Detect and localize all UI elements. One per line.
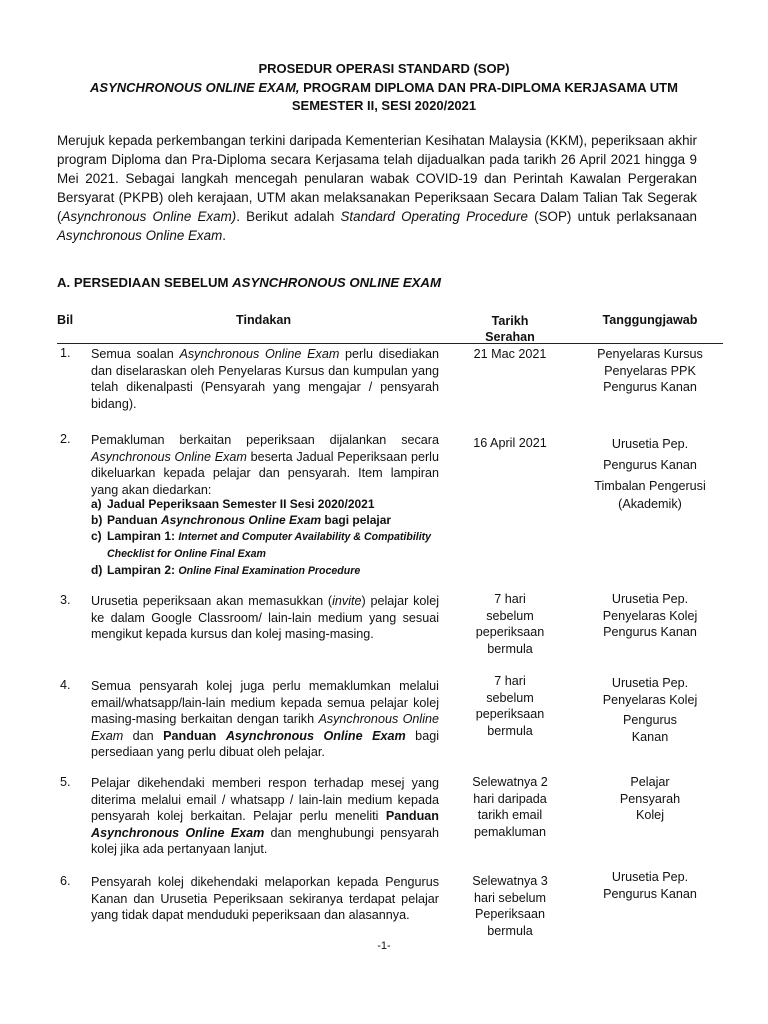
row-4-action: Semua pensyarah kolej juga perlu memaklumkan melalui email/whatsapp/lain-lain medium kepada semua pelajar kolej masing-masing berkaitan dengan tarikh Asynchronous Online Exam dan Panduan Asynchronous Online Exam bagi persediaan yang perlu dibuat oleh pelajar. (91, 679, 439, 760)
list-item: c) Lampiran 1: Internet and Computer Availability & Compatibility Checklist for Online Final Exam (91, 529, 432, 560)
header-tarikh: Tarikh Serahan (485, 314, 535, 344)
row-4-date: 7 hari sebelum peperiksaan bermula (475, 674, 545, 738)
doc-title-line1: PROSEDUR OPERASI STANDARD (SOP) (258, 61, 510, 76)
row-5-number: 5. (60, 775, 71, 789)
row-5-date: Selewatnya 2 hari daripada tarikh email pemakluman (472, 775, 548, 839)
row-2-number: 2. (60, 432, 71, 446)
row-1-responsible: Penyelaras Kursus Penyelaras PPK Pengurus Kanan (597, 347, 703, 395)
row-1-number: 1. (60, 346, 71, 360)
row-6-action: Pensyarah kolej dikehendaki melaporkan kepada Pengurus Kanan dan Urusetia Peperiksaan sekiranya terdapat pelajar yang tidak dapat menduduki peperiksaan dan alasannya. (91, 875, 439, 923)
section-heading: A. PERSEDIAAN SEBELUM ASYNCHRONOUS ONLINE EXAM (57, 275, 441, 290)
row-3-date: 7 hari sebelum peperiksaan bermula (475, 592, 545, 656)
header-tindakan: Tindakan (236, 313, 292, 327)
header-tanggungjawab: Tanggungjawab (602, 313, 698, 327)
row-5-action: Pelajar dikehendaki memberi respon terhadap mesej yang diterima melalui email / whatsapp / lain-lain medium kepada pensyarah kolej berkaitan. Pelajar perlu meneliti Panduan Asynchronous Online Exam dan menghubungi pensyarah kolej jika ada pertanyaan lanjut. (91, 776, 439, 857)
header-bil: Bil (57, 313, 74, 327)
row-2-responsible: Urusetia Pep. Pengurus Kanan Timbalan Pengerusi (Akademik) (594, 437, 706, 511)
row-2-attachment-list (91, 496, 441, 579)
row-5-responsible: Pelajar Pensyarah Kolej (619, 775, 681, 823)
list-item: d) Lampiran 2: Online Final Examination Procedure (91, 563, 361, 577)
row-6-date: Selewatnya 3 hari sebelum Peperiksaan bermula (472, 874, 548, 938)
row-2-date: 16 April 2021 (473, 436, 547, 450)
list-item: b) Panduan Asynchronous Online Exam bagi pelajar (91, 513, 392, 527)
list-item: a) Jadual Peperiksaan Semester II Sesi 2020/2021 (91, 497, 375, 511)
table-header-rule (57, 343, 723, 344)
page-number: -1- (377, 940, 391, 952)
row-4-number: 4. (60, 678, 71, 692)
row-4-responsible: Urusetia Pep. Penyelaras Kolej Pengurus Kanan (602, 676, 698, 744)
row-6-number: 6. (60, 874, 71, 888)
row-3-responsible: Urusetia Pep. Penyelaras Kolej Pengurus Kanan (602, 592, 698, 640)
row-6-responsible: Urusetia Pep. Pengurus Kanan (603, 870, 697, 901)
doc-title-line2: ASYNCHRONOUS ONLINE EXAM, PROGRAM DIPLOMA DAN PRA-DIPLOMA KERJASAMA UTM (90, 80, 678, 95)
row-3-number: 3. (60, 593, 71, 607)
row-1-action: Semua soalan Asynchronous Online Exam perlu disediakan dan diselaraskan oleh Penyelaras Kursus dan kumpulan yang telah dikenalpasti (Pensyarah yang mengajar / pensyarah bidang). (91, 347, 439, 411)
row-2-action: Pemakluman berkaitan peperiksaan dijalankan secara Asynchronous Online Exam beserta Jadual Peperiksaan perlu dikeluarkan kepada pelajar dan pensyarah. Item lampiran yang akan diedarkan: (91, 433, 439, 497)
intro-paragraph: Merujuk kepada perkembangan terkini daripada Kementerian Kesihatan Malaysia (KKM), peperiksaan akhir program Diploma dan Pra-Diploma secara Kerjasama telah dijadualkan pada tarikh 26 April 2021 hingga 9 Mei 2021. Sebagai langkah mencegah penularan wabak COVID-19 dan Perintah Kawalan Pergerakan Bersyarat (PKPB) oleh kerajaan, UTM akan melaksanakan Peperiksaan Secara Dalam Talian Tak Segerak (Asynchronous Online Exam). Berikut adalah Standard Operating Procedure (SOP) untuk perlaksanaan Asynchronous Online Exam. (57, 133, 697, 243)
doc-title-line3: SEMESTER II, SESI 2020/2021 (291, 98, 477, 113)
row-3-action: Urusetia peperiksaan akan memasukkan (invite) pelajar kolej ke dalam Google Classroom/ lain-lain medium yang sesuai mengikut kepada kursus dan kolej masing-masing. (91, 594, 439, 642)
row-1-date: 21 Mac 2021 (473, 347, 547, 361)
